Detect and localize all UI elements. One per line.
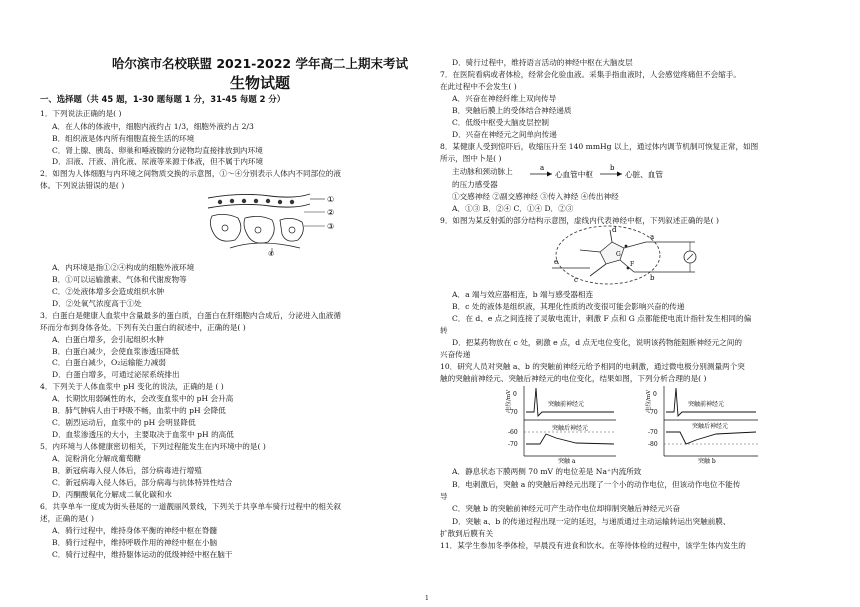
- option-2d: D．②处氧气浓度高于①处: [52, 299, 142, 308]
- cell-exchange-figure: [200, 190, 350, 256]
- option-6c: C．骑行过程中，维持躯体运动的低级神经中枢在脑干: [52, 550, 233, 559]
- option-7a: A．兴奋在神经纤维上双向传导: [452, 94, 557, 103]
- exam-title: 哈尔滨市名校联盟 2021-2022 学年高二上期末考试: [112, 56, 408, 71]
- fig2-label-1: ①: [327, 195, 335, 204]
- option-4b: B．肺气肿病人由于呼吸不畅，血浆中的 pH 会降低: [52, 406, 226, 415]
- tick-b-70b: -70: [648, 429, 658, 436]
- question-9: 9．如图为某反射弧的部分结构示意图，虚线内代表神经中枢，下列叙述正确的是( ): [440, 216, 719, 225]
- option-9d: D．把某药物放在 c 处，刺激 e 点，d 点无电位变化，说明该药物能阻断神经元之间的: [452, 338, 742, 347]
- fig9-label-c: c: [574, 276, 578, 284]
- option-5c: C．新冠病毒入侵人体后，部分病毒与抗体特异性结合: [52, 478, 233, 487]
- pre-label-a: 突触前神经元: [548, 401, 585, 408]
- post-label-b: 突触后神经元: [692, 423, 729, 430]
- fig2-label-2: ②: [327, 208, 335, 217]
- tick-a-60: -60: [508, 429, 518, 436]
- question-5: 5．内环境与人体健康密切相关，下列过程能发生在内环境中的是( ): [40, 442, 266, 451]
- option-4c: C．剧烈运动后，血浆中的 pH 会明显降低: [52, 418, 196, 427]
- option-10d: D．突触 a、b 的传递过程出现一定的延迟，与递质通过主动运输转运出突触前膜、: [452, 517, 731, 526]
- option-2c: C．②处液体增多会造成组织水肿: [52, 287, 165, 296]
- fig2-label-3: ③: [327, 222, 335, 231]
- option-5b: B．新冠病毒入侵人体后，部分病毒进行增殖: [52, 466, 202, 475]
- option-9d-cont: 兴奋传递: [440, 350, 471, 359]
- fig9-label-b: b: [650, 274, 655, 282]
- fig8-receptor-line1: 主动脉和颈动脉上: [452, 167, 513, 176]
- post-label-a: 突触后神经元: [552, 425, 589, 432]
- caption-a: 突触 a: [558, 458, 576, 464]
- fig2-label-4: ④: [268, 250, 275, 256]
- option-1b: B．组织液是体内所有细胞直接生活的环境: [52, 134, 195, 143]
- question-11: 11．某学生参加冬季体检，早晨没有进食和饮水。在等待体检的过程中，该学生体内发生的: [440, 541, 746, 550]
- fig8-arrow-a: a: [540, 164, 545, 172]
- tick-a-0: 0: [513, 391, 517, 398]
- q8-choice-list: ①交感神经 ②副交感神经 ③传入神经 ④传出神经: [452, 192, 619, 201]
- fig8-arrow-b: b: [610, 164, 615, 172]
- question-8: 8．某健康人受到惊吓后，收缩压升至 140 mmHg 以上，通过体内调节机制可恢复正常，如图: [440, 142, 759, 151]
- option-6a: A．骑行过程中，维持身体平衡的神经中枢在脊髓: [52, 526, 217, 535]
- option-7b: B．突触后膜上的受体结合神经递质: [452, 106, 572, 115]
- option-9c: C．在 d、e 点之间连接了灵敏电流计，刺激 F 点和 G 点都能使电流计指针发生相同的偏: [452, 314, 752, 323]
- option-1a: A．在人体的体液中，细胞内液约占 1/3，细胞外液约占 2/3: [52, 122, 254, 131]
- question-8-cont: 所示，图中卜是( ): [440, 154, 502, 163]
- tick-b-80: -80: [648, 441, 658, 448]
- option-6b: B．骑行过程中，维持呼吸作用的神经中枢在小脑: [52, 538, 218, 547]
- fig8-flow: [528, 162, 718, 184]
- question-3: 3．白蛋白是健康人血浆中含量最多的蛋白质，白蛋白在肝细胞内合成后，分泌进入血液循: [40, 311, 341, 320]
- fig8-center: 心血管中枢: [555, 170, 593, 179]
- synapse-b-panel: [644, 386, 758, 464]
- option-1c: C．肾上腺、胰岛、卵巢和唾液腺的分泌物均直接排放到内环境: [52, 146, 263, 155]
- question-10-cont: 触的突触前神经元、突触后神经元的电位变化，结果如图，下列分析合理的是( ): [440, 374, 707, 383]
- option-9a: A．a 端与效应器相连，b 端与感受器相连: [452, 290, 594, 299]
- option-6d: D．骑行过程中，维持语言活动的神经中枢在大脑皮层: [452, 58, 633, 67]
- option-9b: B．c 处的液体是组织液，其理化性质的改变很可能会影响兴奋的传递: [452, 302, 685, 311]
- page-number: 1: [425, 595, 429, 602]
- option-10b-cont: 导: [440, 492, 448, 501]
- ylabel-b-top: 电位/mV: [646, 389, 652, 412]
- section-heading: 一、选择题（共 45 题，1-30 题每题 1 分，31-45 每题 2 分）: [40, 94, 286, 104]
- option-3b: B．白蛋白减少，会使血浆渗透压降低: [52, 347, 180, 356]
- option-3a: A．白蛋白增多，会引起组织水肿: [52, 335, 164, 344]
- option-10b: B．电刺激后，突触 a 的突触后神经元出现了一个小的动作电位，但该动作电位不能传: [452, 480, 741, 489]
- question-6: 6．共享单车一度成为街头巷尾的一道靓丽风景线，下列关于共享单车骑行过程中的相关叙: [40, 502, 341, 511]
- fig8-receptor-line2: 的压力感受器: [452, 180, 498, 189]
- question-10: 10．研究人员对突触 a、b 的突触前神经元给予相同的电刺激，通过微电极分别测量两个突: [440, 362, 745, 371]
- potential-figure: [496, 382, 776, 464]
- tick-b-70: -70: [648, 409, 658, 416]
- fig9-label-g: G: [616, 251, 621, 258]
- question-7: 7．在医院看病或者体检，经常会化验血液。采集手指血液时，人会感觉疼痛但不会缩手。: [440, 70, 741, 79]
- option-1d: D．汨液、汗液、消化液、尿液等来源于体液，但不属于内环境: [52, 157, 264, 166]
- option-2a: A．内环境是指①②④构成的细胞外液环境: [52, 263, 195, 272]
- option-10c: C．突触 b 的突触前神经元可产生动作电位却抑制突触后神经元兴奋: [452, 504, 681, 513]
- q8-options: A．①③ B．②④ C．①④ D．②③: [452, 204, 574, 213]
- fig9-label-a: a: [650, 233, 655, 241]
- tick-b-0: 0: [653, 391, 657, 398]
- fig9-label-d: d: [612, 226, 617, 234]
- question-4: 4．下列关于人体血浆中 pH 变化的说法，正确的是 ( ): [40, 382, 224, 391]
- option-2b: B．①可以运输激素、气体和代谢废物等: [52, 275, 187, 284]
- fig9-label-e: e: [554, 258, 559, 266]
- option-5a: A．淀粉消化分解成葡萄糖: [52, 454, 142, 463]
- question-6-cont: 述，正确的是( ): [40, 514, 94, 523]
- caption-b: 突触 b: [698, 458, 716, 464]
- option-9c-cont: 转: [440, 326, 448, 335]
- tick-a-70b: -70: [508, 441, 518, 448]
- question-2-cont: 体。下列说法错误的是( ): [40, 181, 125, 190]
- question-1: 1．下列说法正确的是( ): [40, 109, 122, 118]
- question-2: 2．如图为人体细胞与内环境之间物质交换的示意图，①～④分别表示人体内不同部位的液: [40, 169, 341, 178]
- option-5d: D．丙酮酸氧化分解成二氧化碳和水: [52, 490, 172, 499]
- question-7-cont: 在此过程中不会发生( ): [440, 82, 517, 91]
- option-3c: C．白蛋白减少，O₂运输能力减弱: [52, 358, 166, 367]
- tick-a-70: -70: [508, 409, 518, 416]
- question-3-cont: 环而分布到身体各处。下列有关白蛋白的叙述中，正确的是( ): [40, 323, 246, 332]
- option-3d: D．白蛋白增多，可通过泌尿系统排出: [52, 370, 180, 379]
- ylabel-a-top: 电位/mV: [506, 389, 512, 412]
- pre-label-b: 突触前神经元: [688, 401, 725, 408]
- reflex-arc-figure: [550, 224, 710, 286]
- fig9-label-f: F: [630, 261, 635, 268]
- option-10a: A．静息状态下膜两侧 70 mV 的电位差是 Na⁺内流所致: [452, 467, 642, 476]
- option-4a: A．长期饮用弱碱性的水，会改变血浆中的 pH 会升高: [52, 394, 234, 403]
- option-4d: D．血浆渗透压的大小，主要取决于血浆中 pH 的高低: [52, 430, 234, 439]
- synapse-a-panel: [504, 386, 616, 464]
- subject-title: 生物试题: [229, 74, 290, 92]
- option-7c: C．低级中枢受大脑皮层控制: [452, 118, 549, 127]
- option-7d: D．兴奋在神经元之间单向传递: [452, 130, 557, 139]
- option-10d-cont: 扩散到后膜有关: [440, 529, 494, 538]
- fig8-heart: 心脏、血管: [625, 170, 663, 179]
